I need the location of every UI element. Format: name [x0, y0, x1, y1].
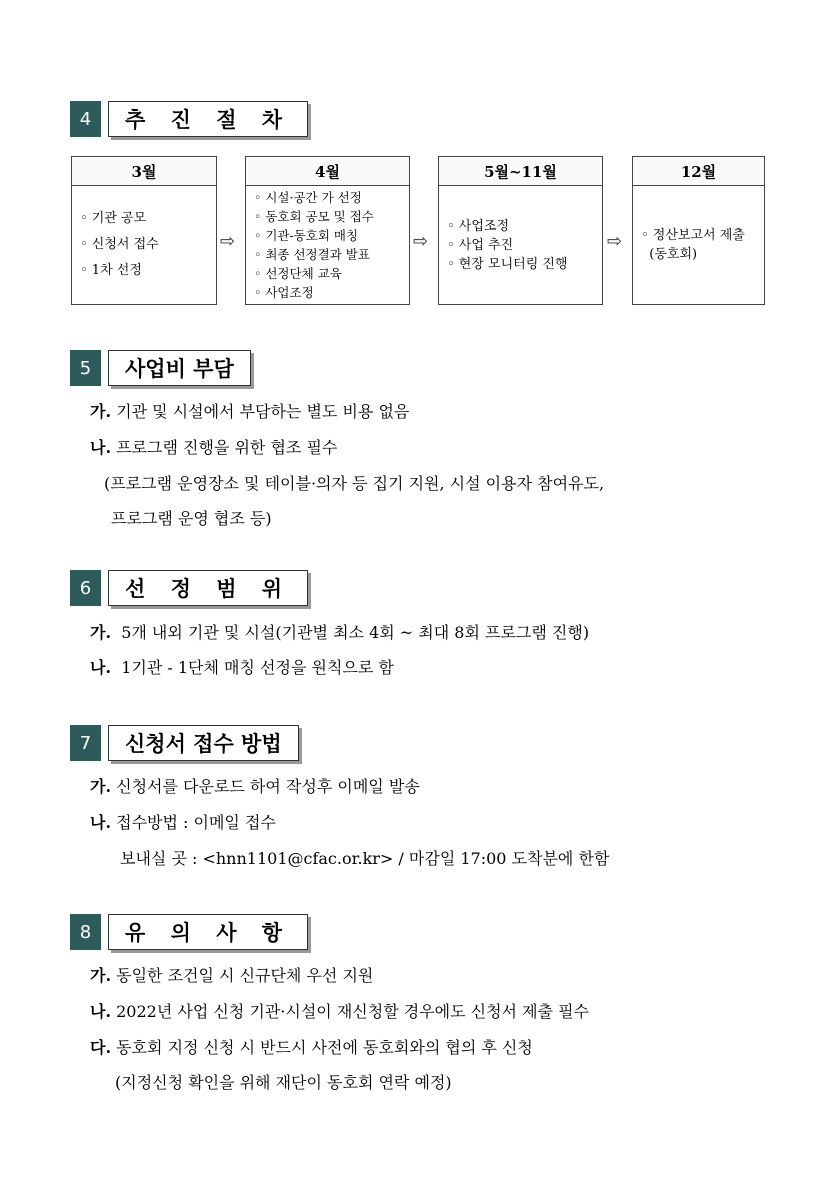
process-step-item: ◦ 현장 모니터링 진행: [447, 256, 568, 272]
process-step-items: [72, 186, 216, 304]
list-item: [90, 623, 589, 643]
section-title: 유 의 사 항: [108, 914, 308, 950]
process-step-item: ◦ 사업조정: [254, 285, 314, 300]
list-item: [104, 474, 604, 494]
arrow-right-icon: ⇨: [607, 231, 623, 252]
section-6-heading: [70, 570, 308, 606]
list-text: (지정신청 확인을 위해 재단이 동호회 연락 예정): [115, 1073, 452, 1092]
process-step-item: ◦ 시설·공간 가 선정: [254, 190, 362, 205]
process-step-box: [245, 156, 410, 305]
process-step-item: ◦ 사업 추진: [447, 237, 514, 253]
process-step-item: ◦ 동호회 공모 및 접수: [254, 209, 374, 224]
process-step-item: ◦ 최종 선정결과 발표: [254, 247, 370, 262]
section-4-heading: [70, 101, 308, 137]
process-step-label: 5월~11월: [439, 157, 602, 186]
process-step-label: 3월: [72, 157, 216, 186]
section-title: 신청서 접수 방법: [108, 725, 299, 761]
process-step-item: ◦ 선정단체 교육: [254, 266, 342, 281]
section-8-heading: [70, 914, 308, 950]
list-item: [120, 849, 609, 869]
arrow-right-icon: ⇨: [413, 231, 429, 252]
list-marker: 나.: [90, 658, 112, 677]
arrow-right-icon: ⇨: [220, 231, 236, 252]
list-item: [90, 402, 409, 422]
section-number: 7: [70, 725, 101, 761]
process-step-item: ◦ 기관-동호회 매칭: [254, 228, 359, 243]
list-text: 1기관 - 1단체 매칭 선정을 원칙으로 함: [111, 658, 394, 677]
list-text: 5개 내외 기관 및 시설(기관별 최소 4회 ~ 최대 8회 프로그램 진행): [111, 623, 590, 642]
list-item: [90, 777, 420, 797]
list-item: [90, 658, 394, 678]
list-text: 기관 및 시설에서 부담하는 별도 비용 없음: [111, 402, 410, 421]
list-text: 2022년 사업 신청 기관·시설이 재신청할 경우에도 신청서 제출 필수: [111, 1002, 590, 1021]
list-item: [115, 1073, 452, 1093]
list-item: [90, 438, 337, 458]
process-step-label: 12월: [633, 157, 764, 186]
list-text: 프로그램 진행을 위한 협조 필수: [111, 438, 338, 457]
section-5-heading: [70, 350, 251, 386]
section-7-heading: [70, 725, 299, 761]
list-item: [90, 813, 276, 833]
section-number: 4: [70, 101, 101, 137]
process-step-items: [246, 186, 409, 304]
process-step-item: ◦ 1차 선정: [80, 263, 142, 278]
section-title: 선 정 범 위: [108, 570, 308, 606]
section-title: 추 진 절 차: [108, 101, 308, 137]
list-marker: 가.: [90, 623, 112, 642]
process-step-label: 4월: [246, 157, 409, 186]
process-step-items: [439, 186, 602, 304]
list-marker: 가.: [90, 966, 112, 985]
list-marker: 가.: [90, 777, 112, 796]
list-text: 신청서를 다운로드 하여 작성후 이메일 발송: [111, 777, 420, 796]
process-step-box: [71, 156, 217, 305]
list-item: [111, 509, 272, 529]
list-text: 동호회 지정 신청 시 반드시 사전에 동호회와의 협의 후 신청: [111, 1038, 533, 1057]
process-step-items: [633, 186, 764, 304]
process-step-item: ◦ 정산보고서 제출: [641, 228, 745, 243]
section-title: 사업비 부담: [108, 350, 251, 386]
list-text: 동일한 조건일 시 신규단체 우선 지원: [111, 966, 374, 985]
list-text: 접수방법 : 이메일 접수: [111, 813, 276, 832]
list-marker: 다.: [90, 1038, 112, 1057]
process-step-item: ◦ 신청서 접수: [80, 237, 159, 252]
list-marker: 나.: [90, 813, 112, 832]
list-text: 프로그램 운영 협조 등): [111, 509, 272, 528]
list-text: 보내실 곳 : <hnn1101@cfac.or.kr> / 마감일 17:00 도착분에 한함: [120, 849, 610, 868]
section-number: 5: [70, 350, 101, 386]
process-step-item: ◦ 사업조정: [447, 218, 510, 234]
process-step-item: (동호회): [641, 247, 698, 262]
list-item: [90, 966, 373, 986]
list-item: [90, 1038, 533, 1058]
section-number: 6: [70, 570, 101, 606]
process-step-box: [632, 156, 765, 305]
process-step-box: [438, 156, 603, 305]
list-marker: 가.: [90, 402, 112, 421]
section-number: 8: [70, 914, 101, 950]
process-step-item: ◦ 기관 공모: [80, 211, 147, 226]
list-marker: 나.: [90, 438, 112, 457]
list-marker: 나.: [90, 1002, 112, 1021]
list-item: [90, 1002, 589, 1022]
list-text: (프로그램 운영장소 및 테이블·의자 등 집기 지원, 시설 이용자 참여유도,: [104, 474, 605, 493]
